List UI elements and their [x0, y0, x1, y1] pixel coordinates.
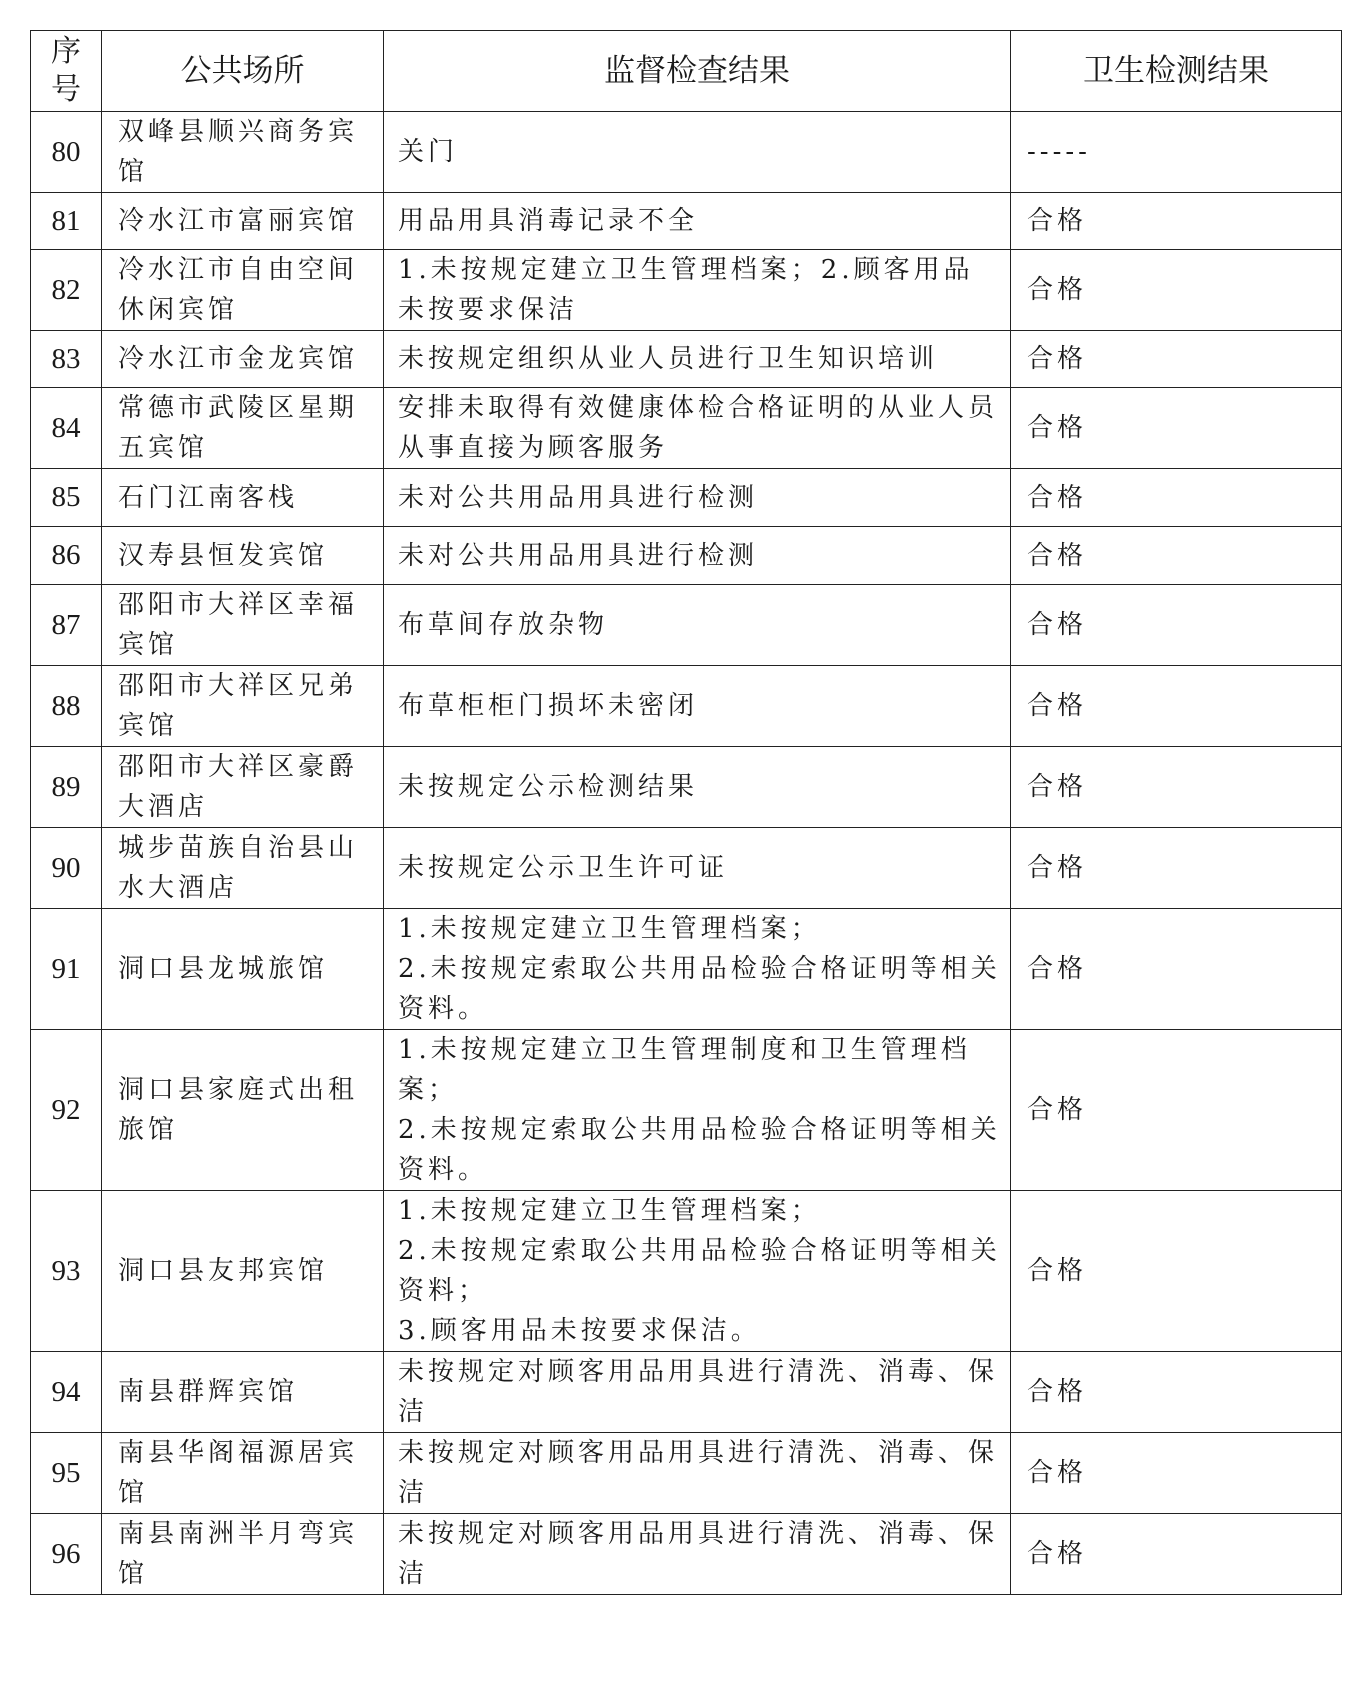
row-place: 南县南洲半月弯宾馆 — [102, 1514, 384, 1595]
row-place: 汉寿县恒发宾馆 — [102, 527, 384, 585]
table-row — [31, 469, 1342, 527]
table-row — [31, 1514, 1342, 1595]
row-place: 邵阳市大祥区兄弟宾馆 — [102, 666, 384, 747]
row-result: 布草间存放杂物 — [384, 585, 1011, 666]
row-place: 洞口县龙城旅馆 — [102, 909, 384, 1030]
row-place: 冷水江市自由空间休闲宾馆 — [102, 250, 384, 331]
row-number: 80 — [31, 112, 102, 193]
table-row — [31, 193, 1342, 250]
row-number: 87 — [31, 585, 102, 666]
row-test: 合格 — [1011, 828, 1342, 909]
table-row — [31, 250, 1342, 331]
inspection-table-container — [30, 30, 1342, 1595]
row-test: 合格 — [1011, 388, 1342, 469]
row-test: 合格 — [1011, 1191, 1342, 1352]
row-test: 合格 — [1011, 1352, 1342, 1433]
row-number: 89 — [31, 747, 102, 828]
table-row — [31, 331, 1342, 388]
row-result: 未按规定公示检测结果 — [384, 747, 1011, 828]
table-row — [31, 112, 1342, 193]
row-result: 未按规定对顾客用品用具进行清洗、消毒、保洁 — [384, 1352, 1011, 1433]
row-result: 未按规定对顾客用品用具进行清洗、消毒、保洁 — [384, 1514, 1011, 1595]
table-row — [31, 747, 1342, 828]
row-number: 92 — [31, 1030, 102, 1191]
row-test: 合格 — [1011, 469, 1342, 527]
row-place: 城步苗族自治县山水大酒店 — [102, 828, 384, 909]
table-row — [31, 1030, 1342, 1191]
table-row — [31, 828, 1342, 909]
row-test: 合格 — [1011, 666, 1342, 747]
row-test: 合格 — [1011, 1030, 1342, 1191]
table-row — [31, 585, 1342, 666]
table-row — [31, 909, 1342, 1030]
row-result: 关门 — [384, 112, 1011, 193]
row-number: 94 — [31, 1352, 102, 1433]
row-test: 合格 — [1011, 1514, 1342, 1595]
row-result: 1.未按规定建立卫生管理档案；2.顾客用品未按要求保洁 — [384, 250, 1011, 331]
header-number: 序号 — [31, 31, 102, 112]
row-place: 双峰县顺兴商务宾馆 — [102, 112, 384, 193]
row-number: 82 — [31, 250, 102, 331]
row-number: 84 — [31, 388, 102, 469]
row-number: 83 — [31, 331, 102, 388]
row-number: 90 — [31, 828, 102, 909]
table-row — [31, 1433, 1342, 1514]
row-result: 布草柜柜门损坏未密闭 — [384, 666, 1011, 747]
row-test: 合格 — [1011, 585, 1342, 666]
row-place: 石门江南客栈 — [102, 469, 384, 527]
row-result: 安排未取得有效健康体检合格证明的从业人员从事直接为顾客服务 — [384, 388, 1011, 469]
inspection-table — [30, 30, 1342, 1595]
row-test: ----- — [1011, 112, 1342, 193]
row-place: 南县群辉宾馆 — [102, 1352, 384, 1433]
row-number: 85 — [31, 469, 102, 527]
header-inspection-result: 监督检查结果 — [384, 31, 1011, 112]
row-number: 96 — [31, 1514, 102, 1595]
row-place: 邵阳市大祥区幸福宾馆 — [102, 585, 384, 666]
row-test: 合格 — [1011, 527, 1342, 585]
row-result: 1.未按规定建立卫生管理档案； 2.未按规定索取公共用品检验合格证明等相关资料； 3.顾客用品未按要求保洁。 — [384, 1191, 1011, 1352]
table-row — [31, 1352, 1342, 1433]
row-test: 合格 — [1011, 193, 1342, 250]
row-result: 用品用具消毒记录不全 — [384, 193, 1011, 250]
row-place: 邵阳市大祥区豪爵大酒店 — [102, 747, 384, 828]
row-result: 未对公共用品用具进行检测 — [384, 527, 1011, 585]
table-row — [31, 388, 1342, 469]
row-number: 86 — [31, 527, 102, 585]
row-result: 未对公共用品用具进行检测 — [384, 469, 1011, 527]
row-place: 常德市武陵区星期五宾馆 — [102, 388, 384, 469]
header-hygiene-test-result: 卫生检测结果 — [1011, 31, 1342, 112]
table-row — [31, 666, 1342, 747]
row-place: 南县华阁福源居宾馆 — [102, 1433, 384, 1514]
row-number: 93 — [31, 1191, 102, 1352]
row-place: 冷水江市金龙宾馆 — [102, 331, 384, 388]
table-row — [31, 1191, 1342, 1352]
row-result: 未按规定对顾客用品用具进行清洗、消毒、保洁 — [384, 1433, 1011, 1514]
row-test: 合格 — [1011, 250, 1342, 331]
row-number: 88 — [31, 666, 102, 747]
row-test: 合格 — [1011, 331, 1342, 388]
row-test: 合格 — [1011, 1433, 1342, 1514]
row-place: 洞口县家庭式出租旅馆 — [102, 1030, 384, 1191]
table-row — [31, 527, 1342, 585]
row-number: 91 — [31, 909, 102, 1030]
row-test: 合格 — [1011, 909, 1342, 1030]
row-result: 未按规定组织从业人员进行卫生知识培训 — [384, 331, 1011, 388]
row-test: 合格 — [1011, 747, 1342, 828]
row-result: 未按规定公示卫生许可证 — [384, 828, 1011, 909]
row-place: 冷水江市富丽宾馆 — [102, 193, 384, 250]
row-number: 81 — [31, 193, 102, 250]
header-public-place: 公共场所 — [102, 31, 384, 112]
row-result: 1.未按规定建立卫生管理制度和卫生管理档案； 2.未按规定索取公共用品检验合格证明等相关资料。 — [384, 1030, 1011, 1191]
row-number: 95 — [31, 1433, 102, 1514]
table-header-row — [31, 31, 1342, 112]
row-place: 洞口县友邦宾馆 — [102, 1191, 384, 1352]
row-result: 1.未按规定建立卫生管理档案； 2.未按规定索取公共用品检验合格证明等相关资料。 — [384, 909, 1011, 1030]
